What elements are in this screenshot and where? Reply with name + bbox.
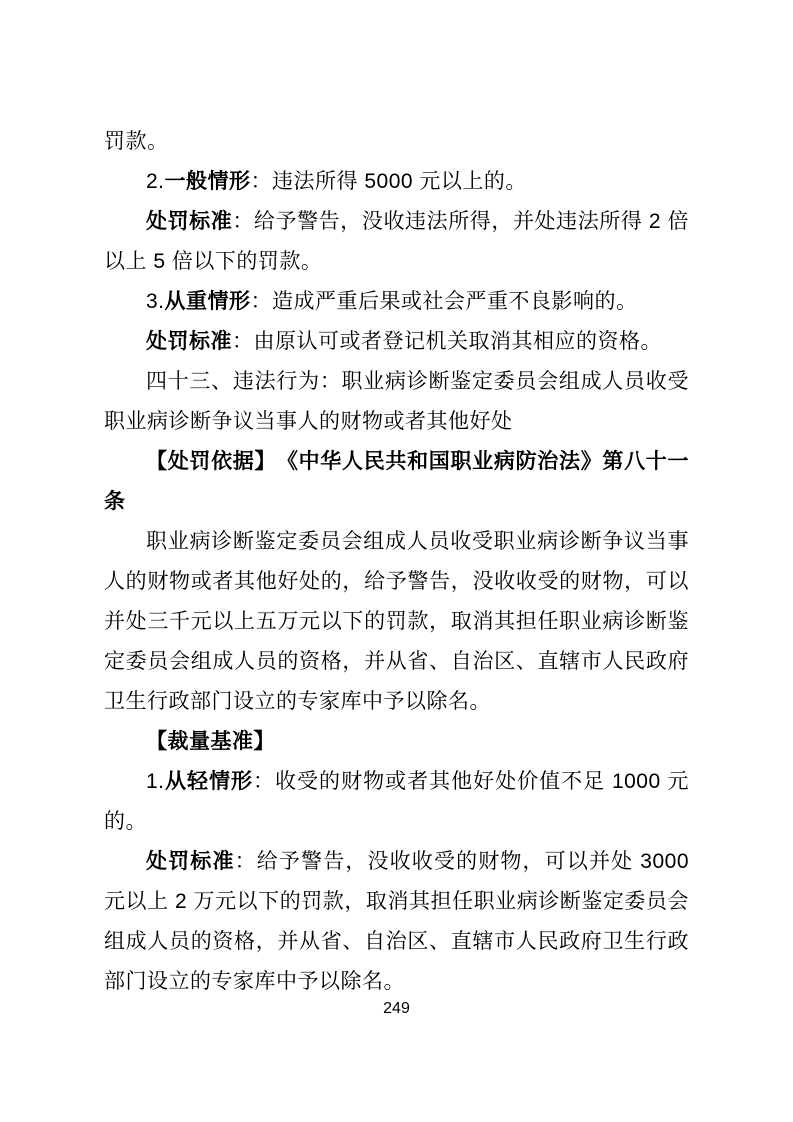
paragraph — [104, 722, 689, 762]
body-text: 职业病诊断鉴定委员会组成人员收受职业病诊断争议当事人的财物或者其他好处的，给予警告，没收收受的财物，可以并处三千元以上五万元以下的罚款，取消其担任职业病诊断鉴定委员会组成人员的资格，并从省、自治区、直辖市人民政府卫生行政部门设立的专家库中予以除名。 — [104, 530, 689, 713]
body-text: 3. — [146, 290, 165, 313]
bold-text: 一般情形 — [164, 170, 251, 193]
body-text: 罚款。 — [104, 130, 169, 153]
body-text: ：造成严重后果或社会严重不良影响的。 — [250, 290, 638, 313]
paragraph — [104, 762, 689, 842]
page-number: 249 — [383, 1000, 410, 1017]
paragraph — [104, 162, 689, 202]
paragraph — [104, 202, 689, 282]
document-body — [104, 122, 689, 1002]
body-text: ：由原认可或者登记机关取消其相应的资格。 — [232, 330, 662, 353]
body-text: 2. — [146, 170, 165, 193]
paragraph — [104, 122, 689, 162]
paragraph — [104, 442, 689, 522]
bold-text: 处罚标准 — [146, 330, 232, 353]
page-footer — [0, 998, 793, 1020]
bold-text: 从重情形 — [164, 290, 251, 313]
body-text: ：违法所得 5000 元以上的。 — [250, 170, 527, 193]
body-text: 四十三、违法行为：职业病诊断鉴定委员会组成人员收受职业病诊断争议当事人的财物或者其他好处 — [104, 370, 689, 433]
paragraph — [104, 282, 689, 322]
bold-text: 处罚标准 — [146, 210, 233, 233]
body-text: ：给予警告，没收收受的财物，可以并处 3000 元以上 2 万元以下的罚款，取消其担任职业病诊断鉴定委员会组成人员的资格，并从省、自治区、直辖市人民政府卫生行政部门设立的专家库中予以除名。 — [104, 850, 689, 993]
paragraph — [104, 522, 689, 722]
paragraph — [104, 842, 689, 1002]
bold-text: 处罚标准 — [146, 850, 235, 873]
body-text: 1. — [146, 770, 165, 793]
body-text: ：收受的财物或者其他好处价值不足 1000 元的。 — [104, 770, 690, 833]
body-text: ：给予警告，没收违法所得，并处违法所得 2 倍以上 5 倍以下的罚款。 — [104, 210, 689, 273]
paragraph — [104, 362, 689, 442]
bold-text: 【裁量基准】 — [146, 730, 275, 753]
bold-text: 【处罚依据】 《中华人民共和国职业病防治法》第八十一条 — [104, 450, 689, 513]
paragraph — [104, 322, 689, 362]
bold-text: 从轻情形 — [164, 770, 254, 793]
